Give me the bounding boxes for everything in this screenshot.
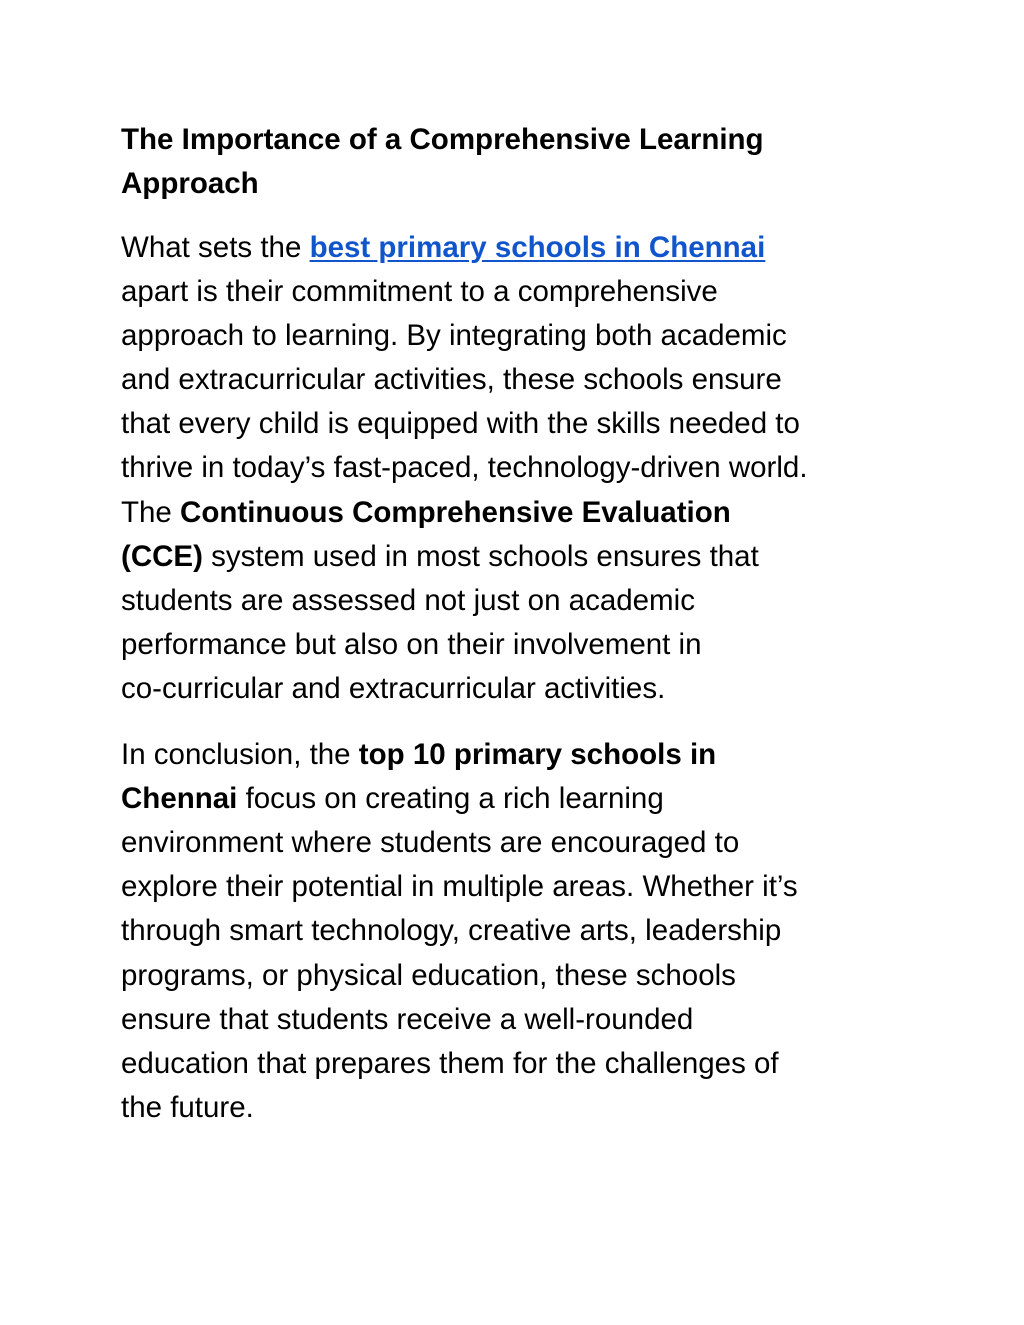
text-run: focus on creating a rich learning: [237, 782, 664, 816]
top-10-schools-term: top 10 primary schools in: [358, 738, 717, 772]
text-run: What sets the: [121, 231, 310, 264]
text-line: programs, or physical education, these schools: [121, 958, 736, 992]
paragraph-conclusion: [121, 733, 921, 1130]
text-line: apart is their commitment to a comprehensive: [121, 275, 718, 309]
text-line: explore their potential in multiple areas. Whether it’s: [121, 870, 798, 904]
text-line: approach to learning. By integrating both academic: [121, 319, 787, 353]
best-primary-schools-link[interactable]: best primary schools in Chennai: [309, 231, 766, 264]
text-line: students are assessed not just on academic: [121, 583, 695, 617]
text-line: that every child is equipped with the skills needed to: [121, 407, 800, 441]
text-run: The: [121, 495, 181, 529]
text-line: environment where students are encouraged to: [121, 826, 740, 860]
document-page: [121, 118, 921, 1130]
chennai-term: Chennai: [121, 782, 238, 816]
text-line: thrive in today’s fast-paced, technology-driven world.: [121, 451, 808, 485]
text-run: system used in most schools ensures that: [202, 539, 759, 573]
heading-line: The Importance of a Comprehensive Learning: [121, 123, 764, 156]
text-line: performance but also on their involvement in: [121, 627, 702, 661]
text-line: and extracurricular activities, these schools ensure: [121, 363, 782, 397]
text-line: co-curricular and extracurricular activities.: [121, 671, 666, 705]
heading-line: Approach: [121, 167, 259, 200]
text-line: the future.: [121, 1090, 254, 1124]
text-run: In conclusion, the: [121, 738, 359, 772]
text-line: through smart technology, creative arts, leadership: [121, 914, 782, 948]
paragraph-comprehensive-approach: [121, 226, 921, 711]
text-line: ensure that students receive a well-rounded: [121, 1002, 694, 1036]
section-heading: [121, 118, 921, 206]
cce-abbreviation: (CCE): [121, 539, 203, 573]
cce-term: Continuous Comprehensive Evaluation: [180, 495, 731, 529]
text-line: education that prepares them for the challenges of: [121, 1046, 779, 1080]
